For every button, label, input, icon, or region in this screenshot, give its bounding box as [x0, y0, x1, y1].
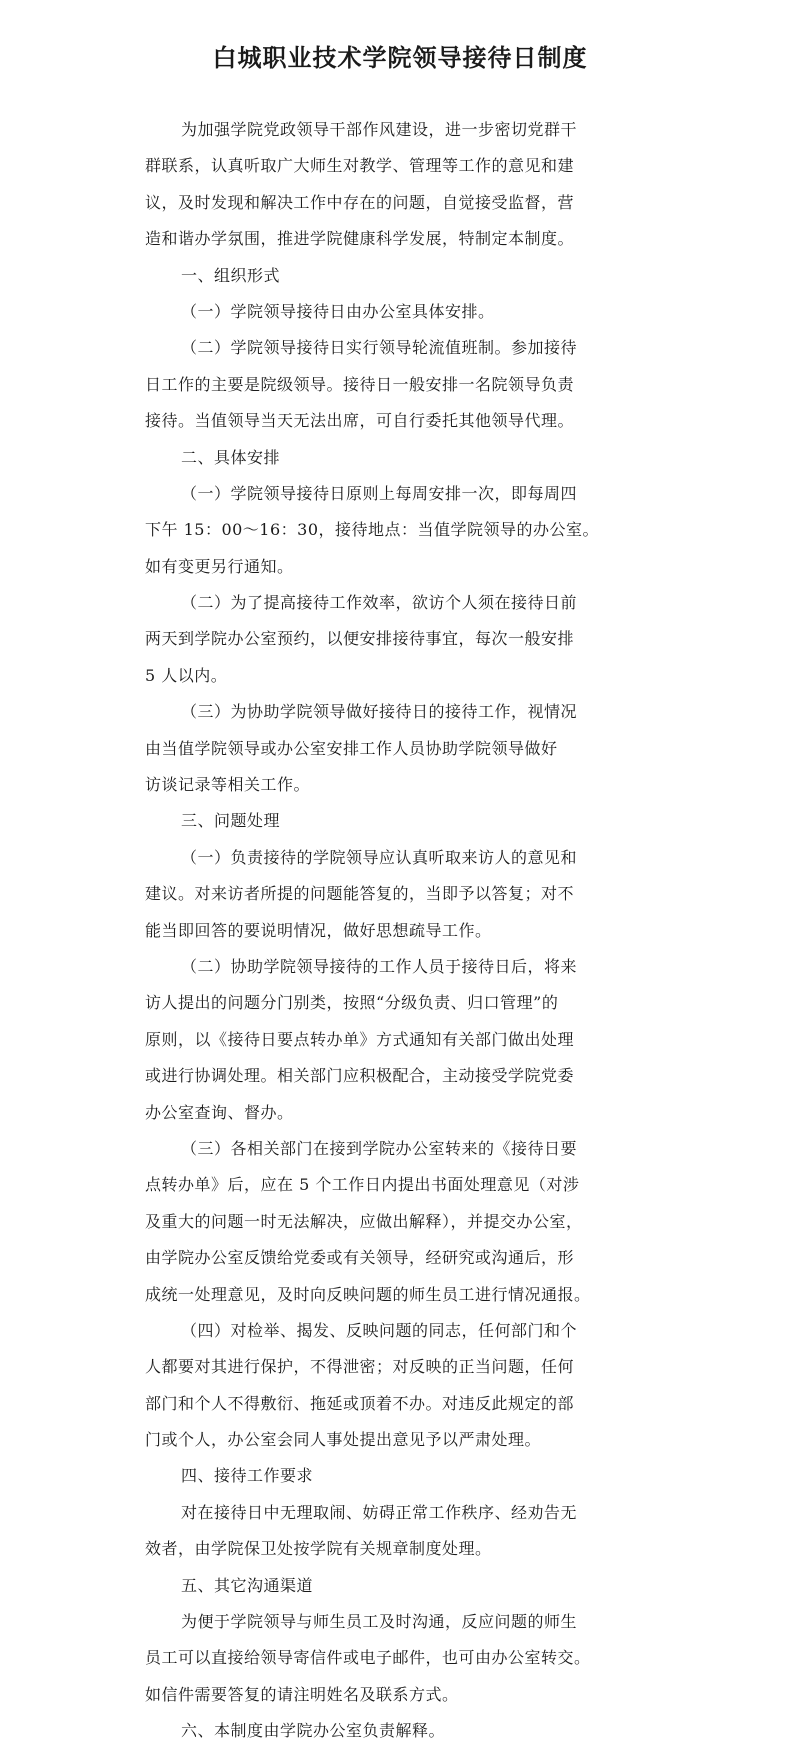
text-line: 三、问题处理	[181, 811, 281, 831]
text-line: 二、具体安排	[181, 447, 281, 467]
text-line: 部门和个人不得敷衍、拖延或顶着不办。对违反此规定的部	[145, 1393, 575, 1413]
text-line: （二）为了提高接待工作效率，欲访个人须在接待日前	[181, 593, 578, 613]
text-line: 一、组织形式	[181, 265, 281, 285]
document-body	[145, 112, 635, 1750]
text-line: 五、其它沟通渠道	[181, 1575, 314, 1595]
text-line: （三）各相关部门在接到学院办公室转来的《接待日要	[181, 1138, 578, 1158]
text-line: 由学院办公室反馈给党委或有关领导，经研究或沟通后，形	[145, 1248, 575, 1268]
text-line: （三）为协助学院领导做好接待日的接待工作，视情况	[181, 702, 578, 722]
text-line: 对在接待日中无理取闹、妨碍正常工作秩序、经劝告无	[181, 1502, 578, 1522]
text-line: 员工可以直接给领导寄信件或电子邮件，也可由办公室转交。	[145, 1648, 591, 1668]
text-line: 为便于学院领导与师生员工及时沟通，反应问题的师生	[181, 1612, 578, 1632]
text-line: 议，及时发现和解决工作中存在的问题，自觉接受监督，营	[145, 192, 575, 212]
text-line: 群联系，认真听取广大师生对教学、管理等工作的意见和建	[145, 156, 575, 176]
text-line: 为加强学院党政领导干部作风建设，进一步密切党群干	[181, 120, 578, 139]
text-line: 能当即回答的要说明情况，做好思想疏导工作。	[145, 920, 492, 940]
text-line: 建议。对来访者所提的问题能答复的，当即予以答复；对不	[145, 884, 575, 904]
text-line: 成统一处理意见，及时向反映问题的师生员工进行情况通报。	[145, 1284, 591, 1304]
text-line: 点转办单》后，应在 5 个工作日内提出书面处理意见（对涉	[145, 1175, 580, 1195]
text-line: 由当值学院领导或办公室安排工作人员协助学院领导做好	[145, 738, 558, 758]
text-line: （四）对检举、揭发、反映问题的同志，任何部门和个	[181, 1320, 578, 1340]
text-line: 接待。当值领导当天无法出席，可自行委托其他领导代理。	[145, 411, 575, 431]
text-line: 或进行协调处理。相关部门应积极配合，主动接受学院党委	[145, 1066, 575, 1086]
text-line: 访谈记录等相关工作。	[145, 775, 311, 795]
document-title: 白城职业技术学院领导接待日制度	[212, 44, 588, 72]
text-line: 人都要对其进行保护，不得泄密；对反映的正当问题，任何	[145, 1357, 575, 1377]
text-line: 六、本制度由学院办公室负责解释。	[181, 1721, 446, 1741]
text-line: 访人提出的问题分门别类，按照“分级负责、归口管理”的	[145, 993, 559, 1013]
text-line: 门或个人，办公室会同人事处提出意见予以严肃处理。	[145, 1430, 542, 1450]
text-line: （一）学院领导接待日原则上每周安排一次，即每周四	[181, 483, 578, 503]
text-line: 两天到学院办公室预约，以便安排接待事宜，每次一般安排	[145, 629, 575, 649]
text-line: （一）负责接待的学院领导应认真听取来访人的意见和	[181, 847, 578, 867]
text-line: 四、接待工作要求	[181, 1466, 314, 1486]
text-line: 日工作的主要是院级领导。接待日一般安排一名院领导负责	[145, 374, 575, 394]
text-line: 原则，以《接待日要点转办单》方式通知有关部门做出处理	[145, 1029, 575, 1049]
text-line: （二）学院领导接待日实行领导轮流值班制。参加接待	[181, 338, 578, 358]
text-line: 造和谐办学氛围，推进学院健康科学发展，特制定本制度。	[145, 229, 575, 249]
text-line: 及重大的问题一时无法解决，应做出解释），并提交办公室，	[145, 1211, 583, 1231]
text-line: 办公室查询、督办。	[145, 1102, 294, 1122]
text-line: 如有变更另行通知。	[145, 556, 294, 576]
text-line: （二）协助学院领导接待的工作人员于接待日后，将来	[181, 956, 578, 976]
text-line: 效者，由学院保卫处按学院有关规章制度处理。	[145, 1539, 492, 1559]
text-line: 下午 15：00～16：30，接待地点：当值学院领导的办公室。	[145, 520, 600, 540]
text-line: 如信件需要答复的请注明姓名及联系方式。	[145, 1684, 459, 1704]
text-line: （一）学院领导接待日由办公室具体安排。	[181, 301, 495, 321]
text-line: 5 人以内。	[145, 665, 228, 685]
